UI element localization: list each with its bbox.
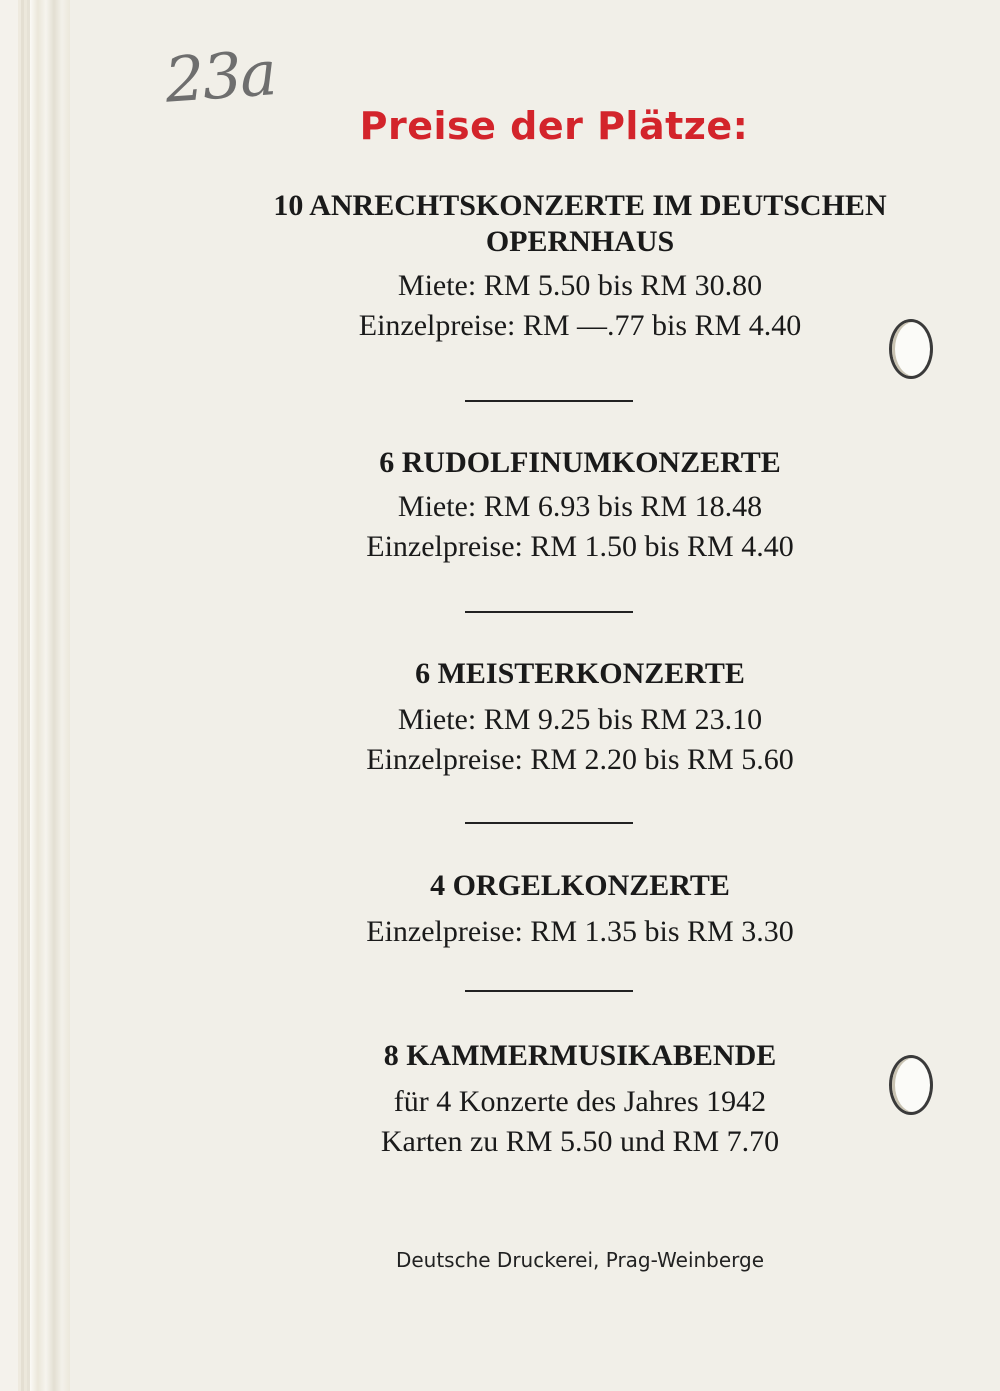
- section-heading: 6 MEISTERKONZERTE: [415, 657, 745, 690]
- detail-line: Karten zu RM 5.50 und RM 7.70: [380, 1125, 780, 1158]
- section-orgelkonzerte: [190, 868, 970, 952]
- page-title: Preise der Plätze:: [359, 104, 749, 148]
- section-divider: [465, 990, 633, 992]
- section-divider: [465, 822, 633, 824]
- section-heading: 6 RUDOLFINUMKONZERTE: [379, 446, 781, 479]
- price-line: Miete: RM 5.50 bis RM 30.80: [397, 269, 763, 302]
- section-kammermusikabende: [190, 1038, 970, 1162]
- section-anrechtskonzerte: [190, 188, 970, 346]
- program-card: [30, 0, 1000, 1391]
- price-line: Miete: RM 9.25 bis RM 23.10: [397, 703, 763, 736]
- price-line: Einzelpreise: RM —.77 bis RM 4.40: [358, 309, 802, 342]
- section-heading: 8 KAMMERMUSIKABENDE: [383, 1039, 777, 1072]
- printer-credit: Deutsche Druckerei, Prag-Weinberge: [395, 1248, 765, 1272]
- detail-line: für 4 Konzerte des Jahres 1942: [393, 1085, 767, 1118]
- section-divider: [465, 611, 633, 613]
- punch-hole-top: [892, 322, 930, 376]
- section-meisterkonzerte: [190, 656, 970, 780]
- section-rudolfinumkonzerte: [190, 445, 970, 567]
- stacked-page-edges: [30, 0, 70, 1391]
- section-heading: 10 ANRECHTSKONZERTE IM DEUTSCHEN: [273, 189, 887, 222]
- punch-hole-bottom: [892, 1058, 930, 1112]
- price-line: Miete: RM 6.93 bis RM 18.48: [397, 490, 763, 523]
- section-heading: 4 ORGELKONZERTE: [430, 869, 730, 902]
- price-line: Einzelpreise: RM 1.35 bis RM 3.30: [366, 915, 794, 948]
- section-divider: [465, 400, 633, 402]
- handwritten-note: 23a: [162, 36, 278, 117]
- section-heading-continued: OPERNHAUS: [485, 225, 675, 258]
- price-line: Einzelpreise: RM 2.20 bis RM 5.60: [366, 743, 794, 776]
- price-line: Einzelpreise: RM 1.50 bis RM 4.40: [366, 530, 794, 563]
